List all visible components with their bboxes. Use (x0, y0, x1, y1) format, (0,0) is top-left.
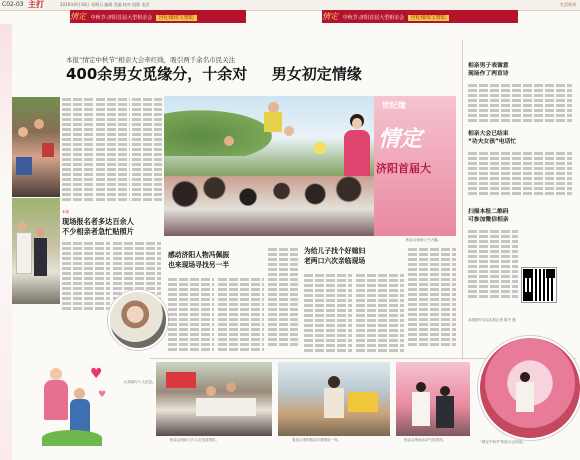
main-photo-caption: 相亲会现场人气火爆。 (406, 238, 441, 242)
bottom-photo-1 (156, 362, 272, 436)
lead-headline-part-2: 男女初定情缘 (271, 65, 362, 83)
sidebar-story-2-title (468, 130, 572, 146)
byline: 本版图片均由本报记者 陈中 摄 (468, 318, 516, 322)
sidebar-story-2-title-1: 相亲大会已结束 (468, 131, 509, 137)
left-story-title (62, 217, 162, 237)
mid-story-2-title-2: 老两口六次亲临现场 (304, 257, 366, 265)
left-story-title-1: 现场报名者多达百余人 (62, 217, 134, 226)
bottom-photo-2 (278, 362, 390, 436)
sidebar-story-3-title-2: 可参加微信相亲 (468, 217, 509, 223)
left-margin-decor (0, 24, 12, 460)
balloon-icon (314, 142, 326, 154)
filling-info-circle-photo (108, 290, 168, 350)
mid-story-2-body-2 (356, 272, 404, 356)
mid-story-1-title-2: 也来现场寻找另一半 (168, 261, 230, 269)
page-number: C02-03 (2, 1, 24, 8)
registration-photo-left (12, 198, 60, 304)
sidebar-story-1-title-1: 相亲男子表谢意 (468, 63, 509, 69)
sidebar-story-3-body (468, 228, 518, 310)
lead-headline (66, 64, 406, 84)
sidebar-story-1-title-2: 现场作了两首诗 (468, 71, 509, 77)
mid-story-2-title-1: 为给儿子找个好媳妇 (304, 247, 366, 255)
backdrop-small: 济阳首届大 (376, 162, 431, 175)
banner-text: 中秋节·济阳首届大型相亲会 (342, 15, 405, 21)
event-banner-left (70, 10, 246, 23)
illustration-head-girl (50, 368, 62, 380)
heart-icon-small: ♥ (98, 390, 107, 400)
bottom-caption-3: 相亲会现场活动气氛热烈。 (404, 438, 446, 442)
banner-text: 中秋节·济阳首届大型相亲会 (90, 15, 153, 21)
sidebar-story-3-title-1: 扫描本报二维码 (468, 209, 509, 215)
mid-story-1-title (168, 250, 268, 270)
mid-story-1-title-1: 感动济阳人物冯佩振 (168, 251, 230, 259)
paper-brand: 生活周刊 (560, 2, 576, 7)
couple-illustration (40, 360, 110, 452)
bottom-caption-4: “情定中秋节”相亲大会现场。 (480, 440, 526, 444)
sidebar-story-2-body (468, 150, 572, 202)
bottom-caption-2: 看见合适的相亲对象眼前一亮。 (292, 438, 341, 442)
sidebar-story-1-body (468, 82, 572, 126)
sidebar-story-1-title (468, 62, 572, 78)
backdrop-world: 世纪缘 (382, 100, 406, 110)
lead-headline-part-1: 400余男女觅缘分，十余对 (66, 65, 248, 83)
left-text-column (62, 96, 94, 208)
date-line: 2016年9月18日 星期日 编辑 美编 校对 组版 电话 (60, 2, 150, 7)
banner-script: 情定 (70, 12, 86, 21)
mid-story-1-body-1 (168, 276, 214, 356)
bottom-photo-3 (396, 362, 470, 436)
left-story-tag: 本报 (62, 210, 70, 214)
main-event-photo (164, 96, 456, 236)
section-title: 主打 (28, 0, 44, 9)
heart-icon: ♥ (90, 366, 103, 382)
backdrop-big: 情定 (378, 126, 423, 152)
banner-tag: 世纪缘珠宝赞助 (408, 15, 449, 21)
sidebar-divider (462, 40, 463, 360)
event-banner-right (322, 10, 518, 23)
banner-script: 情定 (322, 12, 338, 21)
left-story-body-1 (62, 240, 110, 314)
sidebar-story-3-title (468, 208, 572, 224)
lead-kicker: 本报“情定中秋节”相亲大会牵红线，吸引两千余名市民关注 (66, 56, 236, 64)
mid-story-2-title (304, 246, 414, 266)
mid-story-1-body-2 (218, 276, 264, 356)
sidebar-story-2-title-2: “功夫女孩”电话忙 (468, 139, 517, 145)
mid-story-1-body-3 (268, 246, 298, 356)
crowd-photo-left (12, 97, 60, 197)
left-story-title-2: 不少相亲者急忙贴照片 (62, 227, 134, 236)
bottom-caption-1: 相亲会现场工作人员发放资料。 (170, 438, 219, 442)
left-text-column-2 (96, 96, 130, 208)
mid-story-2-body-1 (304, 272, 352, 356)
circle-photo-caption: 认真填写个人信息。 (124, 380, 156, 384)
qr-code[interactable] (522, 268, 556, 302)
event-backdrop (374, 96, 456, 236)
left-text-column-3 (132, 96, 162, 208)
banner-tag: 世纪缘珠宝赞助 (156, 15, 197, 21)
mid-story-2-body-3 (408, 246, 456, 356)
bottom-circle-photo (478, 336, 580, 440)
